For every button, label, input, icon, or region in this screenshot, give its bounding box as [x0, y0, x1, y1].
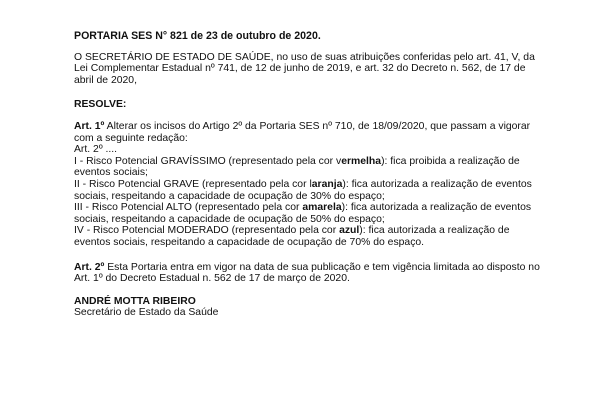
article-1-label: Art. 1º [74, 120, 105, 132]
article-2-label: Art. 2º [74, 261, 105, 273]
item-suffix: ): fica proibida a realização de eventos sociais; [74, 155, 520, 179]
item-color-bold: amarela [302, 202, 342, 214]
item-color-plain: v [336, 155, 342, 167]
item-suffix: ): fica autorizada a realização de eventos sociais, respeitando a capacidade de ocupação de 30% do espaço; [74, 178, 532, 202]
list-item [74, 156, 544, 179]
item-suffix: ): fica autorizada a realização de eventos sociais, respeitando a capacidade de ocupação de 50% do espaço; [74, 202, 532, 225]
article-1-text: Alterar os incisos do Artigo 2º da Portaria SES nº 710, de 18/09/2020, que passam a vigorar com a seguinte redação: [74, 120, 531, 144]
document-title: PORTARIA SES N° 821 de 23 de outubro de 2020. [74, 30, 321, 42]
article-1-paragraph [74, 121, 544, 144]
item-prefix: II - Risco Potencial GRAVE (representado pela cor [74, 178, 310, 190]
article-1 [74, 121, 544, 249]
signatory-name: ANDRÉ MOTTA RIBEIRO [74, 295, 196, 307]
intro-paragraph: O SECRETÁRIO DE ESTADO DE SAÚDE, no uso de suas atribuições conferidas pelo art. 41, V, da Lei Complementar Estadual nº 741, de 12 de junho de 2019, e art. 32 do Decreto n. 562, de 17 de abril de 2020, [74, 51, 535, 86]
document-page [74, 31, 544, 319]
item-color-plain: l [309, 178, 312, 190]
item-color-bold: ermelha [341, 155, 382, 167]
list-item [74, 179, 544, 202]
item-prefix: I - Risco Potencial GRAVÍSSIMO (representado pela cor [74, 155, 336, 167]
item-suffix: ): fica autorizada a realização de eventos sociais, respeitando a capacidade de ocupação de 70% do espaço. [74, 225, 510, 248]
item-prefix: IV - Risco Potencial MODERADO (representado pela cor [74, 225, 340, 237]
article-2-subheading: Art. 2º .... [74, 144, 118, 156]
article-2-paragraph [74, 262, 544, 285]
list-item [74, 225, 544, 248]
item-color-bold: azul [339, 225, 360, 237]
item-color-bold: aranja [311, 178, 343, 190]
article-2-text: Esta Portaria entra em vigor na data de sua publicação e tem vigência limitada ao disposto no Art. 1º do Decreto Estadual n. 562 de 17 de março de 2020. [74, 261, 540, 285]
item-prefix: III - Risco Potencial ALTO (representado pela cor [74, 202, 303, 214]
resolve-heading: RESOLVE: [74, 99, 127, 111]
list-item [74, 202, 544, 225]
signatory-role: Secretário de Estado da Saúde [74, 307, 219, 319]
